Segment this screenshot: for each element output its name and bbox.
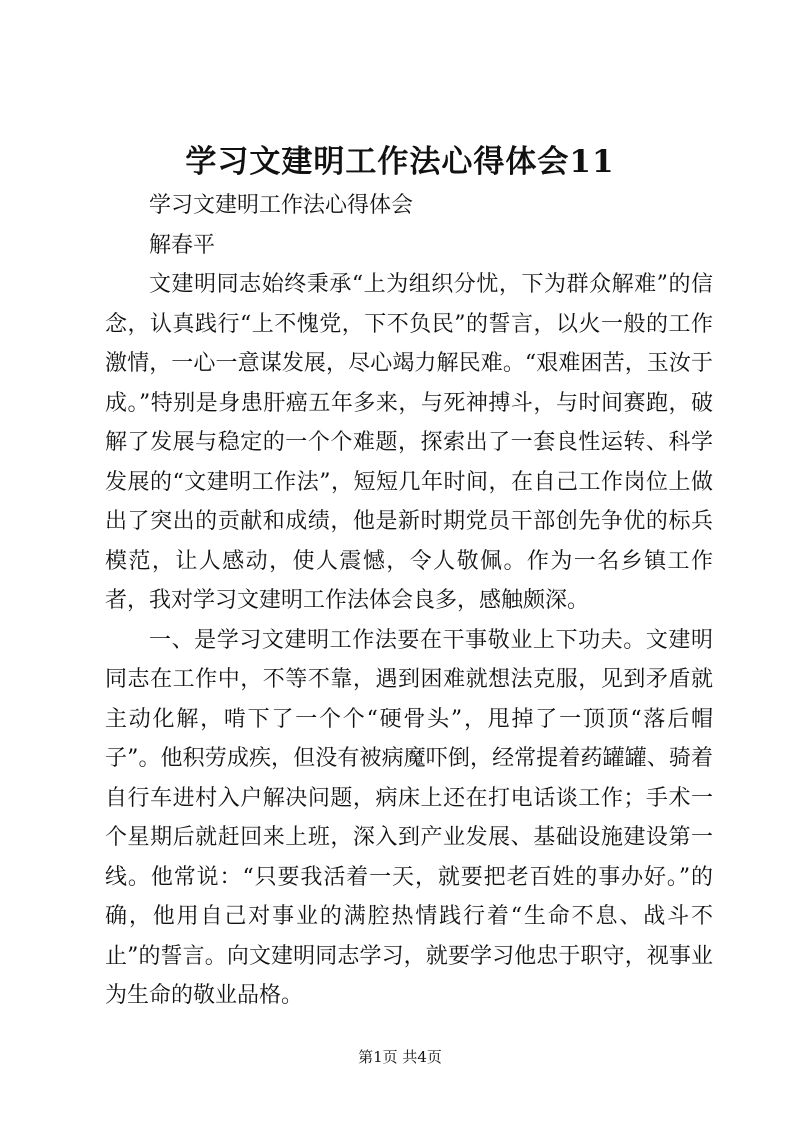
author-paragraph: 解春平	[149, 232, 216, 258]
intro-paragraph: 文建明同志始终秉承“上为组织分忧，下为群众解难”的信念，认真践行“上不愧党，下不负民”的誓言，以火一般的工作激情，一心一意谋发展，尽心竭力解民难。“艰难困苦，玉汝于成。”特别是身患肝癌五年多来，与死神搏斗，与时间赛跑，破解了发展与稳定的一个个难题，探索出了一套良性运转、科学发展的“文建明工作法”，短短几年时间，在自己工作岗位上做出了突出的贡献和成绩，他是新时期党员干部创先争优的标兵模范，让人感动，使人震憾，令人敬佩。作为一名乡镇工作者，我对学习文建明工作法体会良多，感触颇深。	[105, 272, 713, 613]
subtitle-paragraph: 学习文建明工作法心得体会	[149, 193, 414, 218]
page-footer: 第1页 共4页	[358, 1048, 442, 1066]
section-one-paragraph: 一、是学习文建明工作法要在干事敬业上下功夫。文建明同志在工作中，不等不靠，遇到困难就想法克服，见到矛盾就主动化解，啃下了一个个“硬骨头”，甩掉了一顶顶“落后帽子”。他积劳成疾，但没有被病魔吓倒，经常提着药罐罐、骑着自行车进村入户解决问题，病床上还在打电话谈工作；手术一个星期后就赶回来上班，深入到产业发展、基础设施建设第一线。他常说：“只要我活着一天，就要把老百姓的事办好。”的确，他用自己对事业的满腔热情践行着“生命不息、战斗不止”的誓言。向文建明同志学习，就要学习他忠于职守，视事业为生命的敬业品格。	[105, 627, 713, 1008]
document-body	[105, 186, 713, 1016]
document-title: 学习文建明工作法心得体会11	[185, 144, 615, 180]
